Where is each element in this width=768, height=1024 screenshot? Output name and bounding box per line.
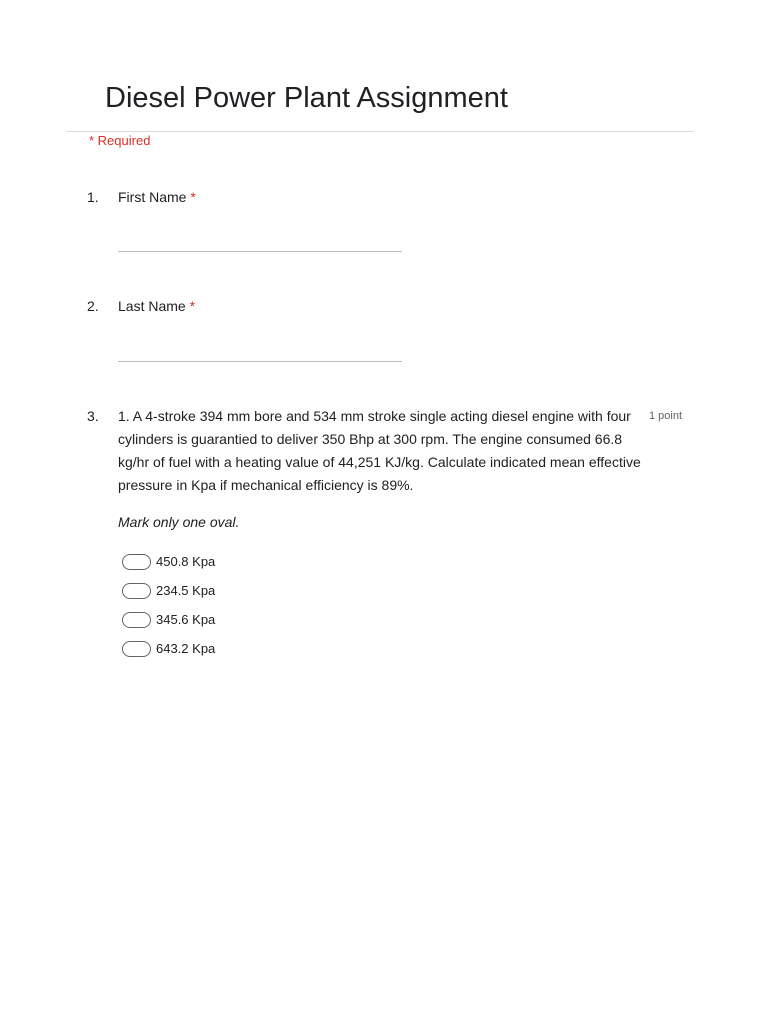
required-asterisk: * bbox=[189, 298, 196, 314]
last-name-field[interactable] bbox=[118, 361, 402, 362]
required-note: * Required bbox=[89, 133, 151, 148]
question-1-label bbox=[118, 186, 196, 208]
question-3-instruction: Mark only one oval. bbox=[118, 514, 240, 530]
question-2-label bbox=[118, 295, 195, 317]
title-divider bbox=[66, 131, 694, 132]
oval-radio-icon[interactable] bbox=[122, 554, 151, 570]
question-1-number: 1. bbox=[87, 189, 99, 205]
form-title: Diesel Power Plant Assignment bbox=[105, 82, 508, 114]
question-3-points: 1 point bbox=[649, 410, 683, 422]
option-label: 450.8 Kpa bbox=[156, 554, 216, 569]
question-2-number: 2. bbox=[87, 298, 99, 314]
option-label: 234.5 Kpa bbox=[156, 583, 216, 598]
question-2-label-text: Last Name bbox=[118, 298, 186, 314]
oval-radio-icon[interactable] bbox=[122, 612, 151, 628]
option-345-6-kpa[interactable] bbox=[122, 610, 215, 630]
question-3-number: 3. bbox=[87, 408, 99, 424]
question-1-label-text: First Name bbox=[118, 189, 187, 205]
required-asterisk: * bbox=[190, 189, 196, 205]
option-label: 643.2 Kpa bbox=[156, 641, 216, 656]
option-450-8-kpa[interactable] bbox=[122, 552, 215, 572]
option-234-5-kpa[interactable] bbox=[122, 581, 215, 601]
question-3-text: 1. A 4-stroke 394 mm bore and 534 mm stroke single acting diesel engine with four cylinders is guarantied to deliver 350 Bhp at 300 rpm. The engine consumed 66.8 kg/hr of fuel with a heating value of 44,251 KJ/kg. Calculate indicated mean effective pressure in Kpa if mechanical efficiency is 89%. bbox=[118, 408, 641, 493]
option-label: 345.6 Kpa bbox=[156, 612, 216, 627]
option-643-2-kpa[interactable] bbox=[122, 639, 215, 659]
first-name-field[interactable] bbox=[118, 251, 402, 252]
oval-radio-icon[interactable] bbox=[122, 583, 151, 599]
oval-radio-icon[interactable] bbox=[122, 641, 151, 657]
